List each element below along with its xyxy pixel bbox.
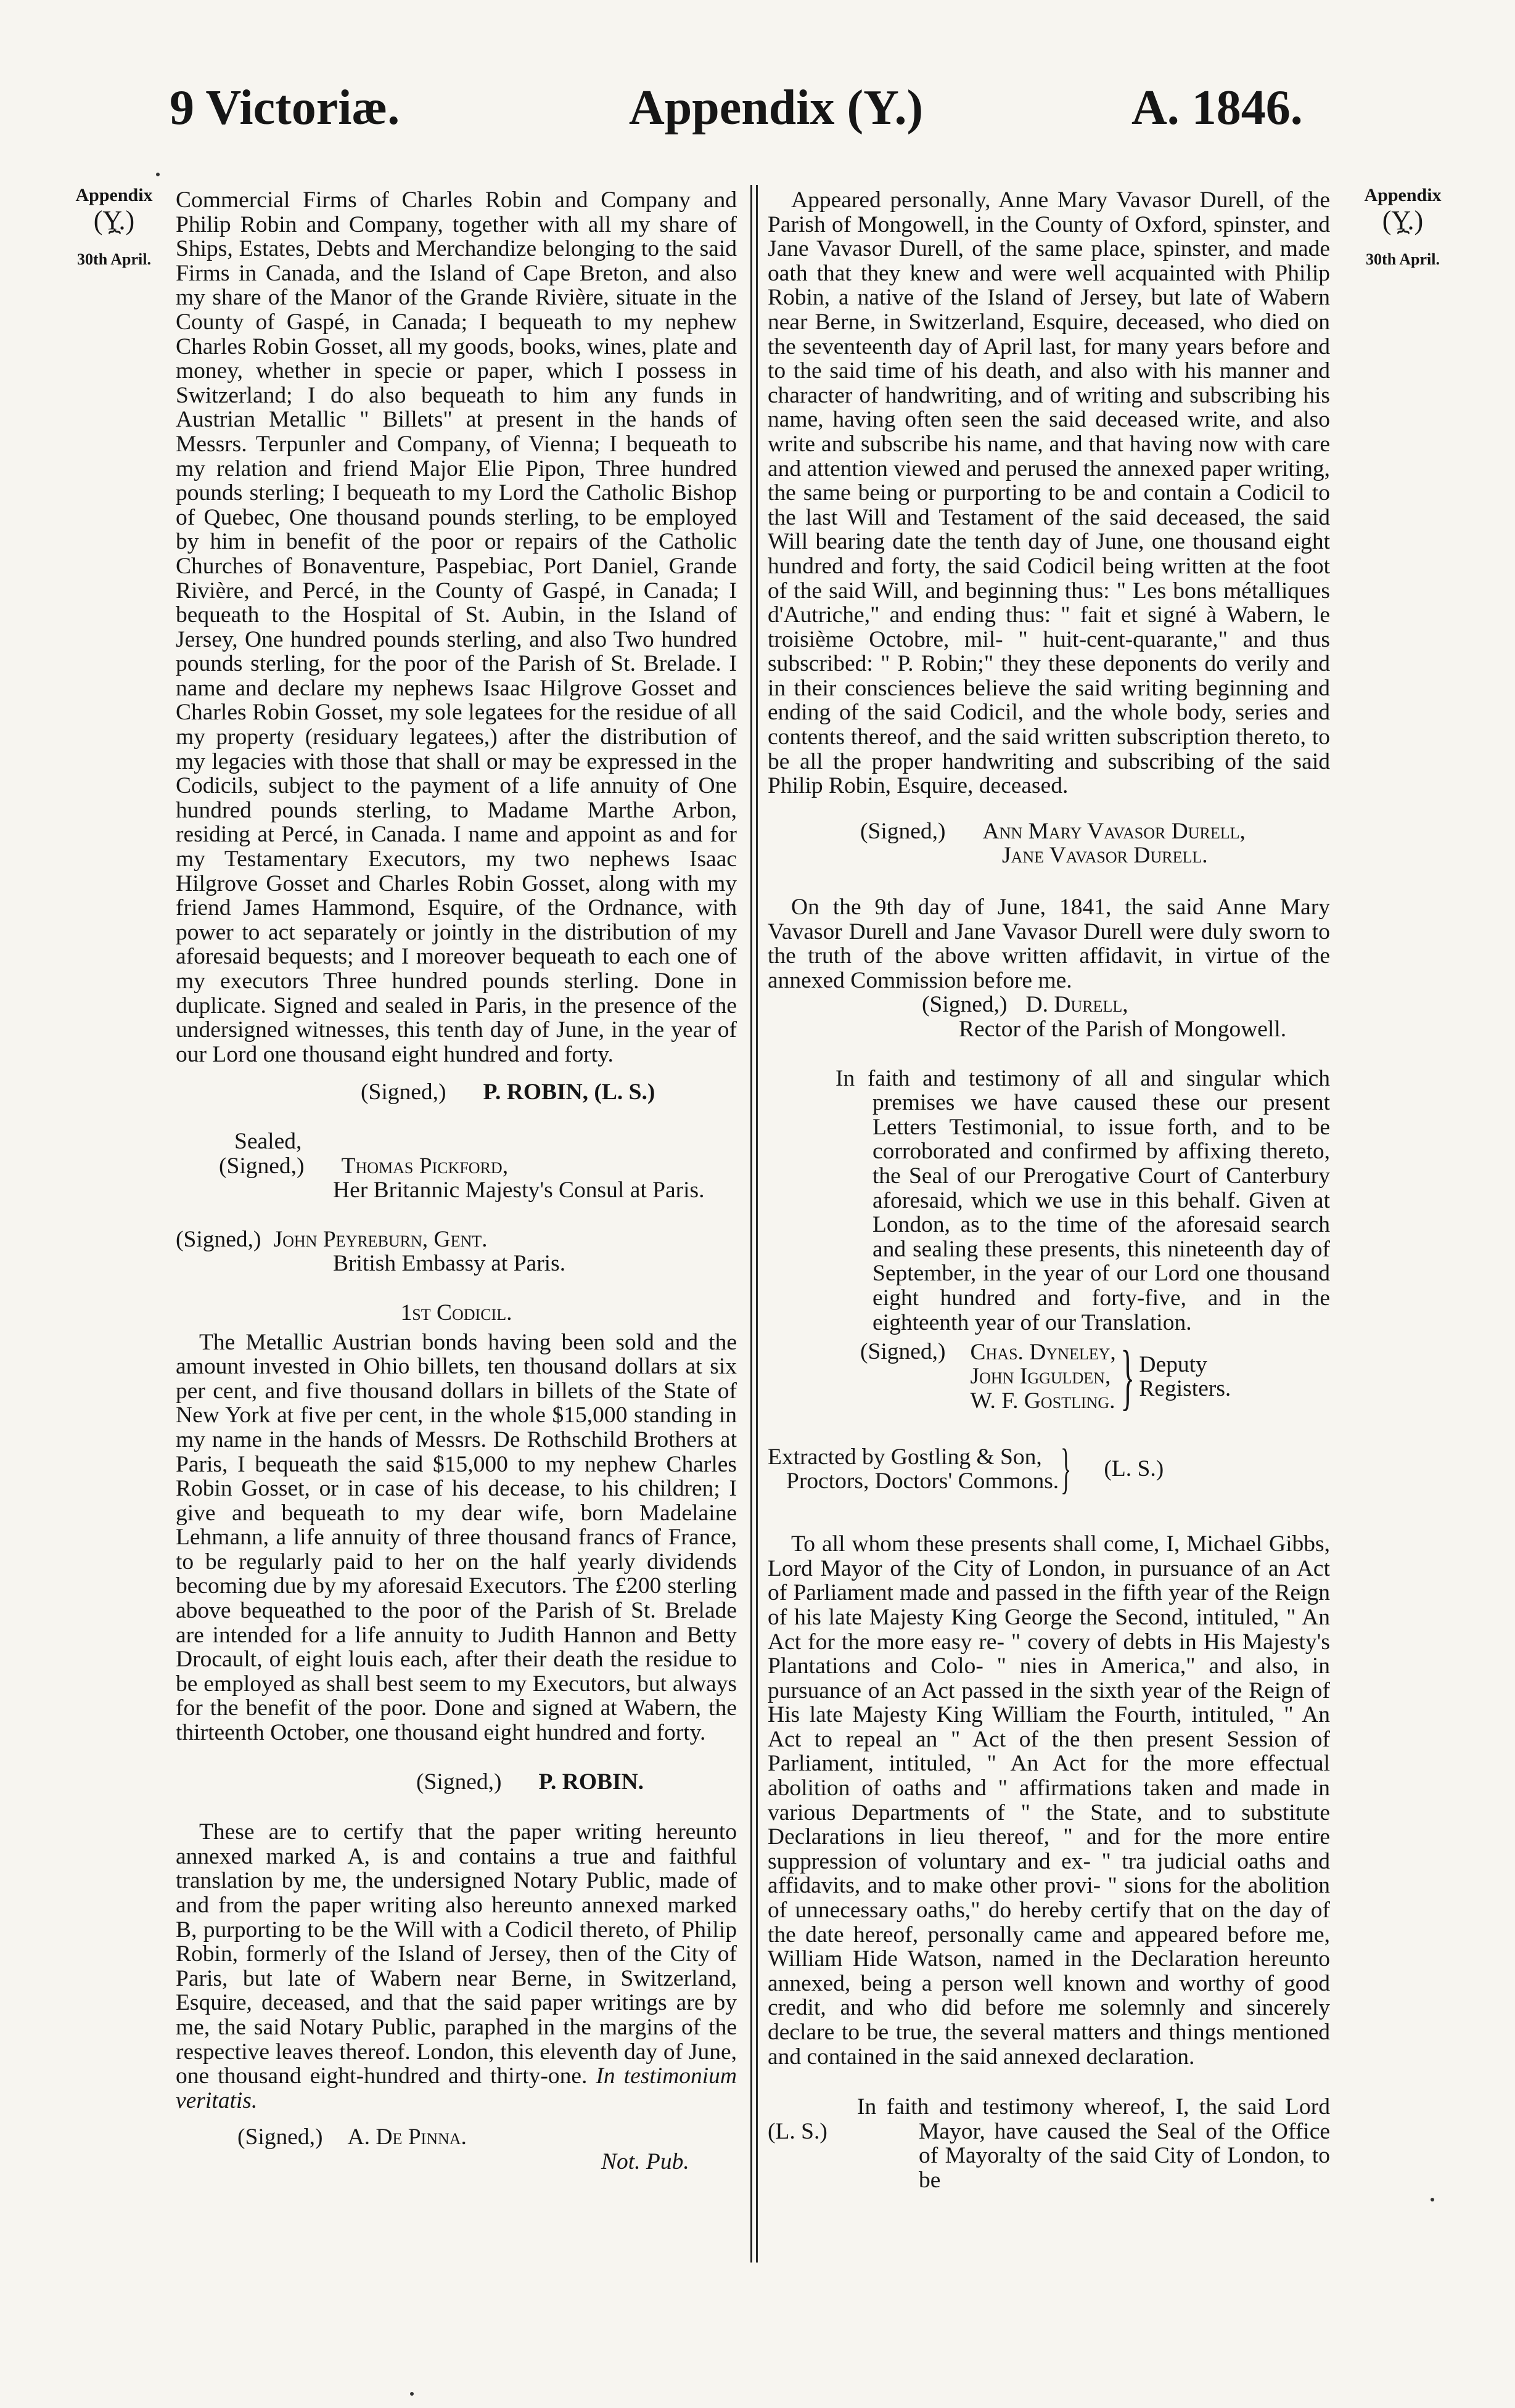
notary-text: These are to certify that the paper writing hereunto annexed marked A, is and contains a true and faithful translation by me, the undersigned Notary Public, made of and from the paper writing also hereunto annexed marked B, purporting to be the Will with a Codicil thereto, of Philip Robin, formerly of the Island of Jersey, then of the City of Paris, but late of Wabern near Berne, in Switzerland, Esquire, deceased, and that the said paper writings are by me, the said Notary Public, paraphed in the margins of the respective leaves thereof. London, this eleventh day of June, one thousand eight-hundred and thirty-one. (176, 1819, 737, 2089)
signed-label: (Signed,) (860, 1339, 946, 1365)
signer-title: Not. Pub. (601, 2148, 689, 2174)
signed-label: (Signed,) (416, 1769, 502, 1795)
ink-speck (156, 173, 160, 176)
final-block (768, 2095, 1330, 2192)
margin-date: 30th April. (1366, 250, 1440, 268)
sealed-label: Sealed, (234, 1128, 302, 1154)
ink-speck (1431, 2198, 1434, 2201)
margin-appendix-letter: (Y.) (1382, 205, 1424, 235)
signer-title: Rector of the Parish of Mongowell. (959, 1017, 1287, 1042)
will-paragraph: Commercial Firms of Charles Robin and Company and Philip Robin and Company, together with all my share of Ships, Estates, Debts and Merchandize belonging to the said Firms in Canada, and the Island of Cape Breton, and also my share of the Manor of the Grande Rivière, situate in the County of Gaspé, in Canada; I bequeath to my nephew Charles Robin Gosset, all my goods, books, wines, plate and money, whether in specie or paper, which I possess in Switzerland; I do also bequeath to him any funds in Austrian Metallic " Billets" at present in the hands of Messrs. Terpunler and Company, of Vienna; I bequeath to my relation and friend Major Elie Pipon, Three hundred pounds sterling; I bequeath to my Lord the Catholic Bishop of Quebec, One thousand pounds sterling, to be employed by him in benefit of the poor or repairs of the Catholic Churches of Bonaventure, Paspebiac, Port Daniel, Grande Rivière, and Percé, in the County of Gaspé, in Canada; I bequeath to the Hospital of St. Aubin, in the Island of Jersey, One hundred pounds sterling, and also Two hundred pounds sterling, for the poor of the Parish of St. Brelade. I name and declare my nephews Isaac Hilgrove Gosset and Charles Robin Gosset, my sole legatees for the residue of all my property (residuary legatees,) after the distribution of my legacies with those that shall or may be expressed in the Codicils, subject to the payment of a life annuity of One hundred pounds sterling, to Madame Marthe Arbon, residing at Percé, in Canada. I name and appoint as and for my Testamentary Executors, my two nephews Isaac Hilgrove Gosset and Charles Robin Gosset, along with my friend James Hammond, Esquire, of the Ordnance, with power to act separately or jointly in the distribution of my aforesaid bequests; and I moreover bequeath to each one of my executors Three hundred pounds sterling. Done in duplicate. Signed and sealed in Paris, in the presence of the undersigned witnesses, this tenth day of June, in the year of our Lord one thousand eight hundred and forty. (176, 187, 737, 1067)
signature-peyreburn (176, 1227, 737, 1252)
signer-name: Thomas Pickford, (341, 1153, 509, 1179)
signer-name: P. ROBIN, (L. S.) (483, 1079, 655, 1105)
extracted-block (768, 1432, 1330, 1506)
affidavit-paragraph: Appeared personally, Anne Mary Vavasor Durell, of the Parish of Mongowell, in the County of Oxford, spinster, and Jane Vavasor Durell, of the same place, spinster, and made oath that they knew and were well acquainted with Philip Robin, a native of the Island of Jersey, but late of Wabern near Berne, in Switzerland, Esquire, deceased, who died on the seventeenth day of April last, for many years before and to the said time of his death, and also with his manner and character of handwriting, and of writing and subscribing his name, having often seen the said deceased write, and also write and subscribe his name, and that having now with care and attention viewed and perused the annexed paper writing, the same being or purporting to be and contain a Codicil to the last Will and Testament of the said deceased, the said Will bearing date the tenth day of June, one thousand eight hundred and forty, the said Codicil being written at the foot of the said Will, and beginning thus: " Les bons métalliques d'Autriche," and ending thus: " fait et signé à Wabern, le troisième Octobre, mil- " huit-cent-quarante," and thus subscribed: " P. Robin;" they these deponents do verily and in their consciences believe the said writing beginning and ending of the said Codicil, and the whole body, series and contents thereof, and the said written subscription thereto, to be all the proper handwriting and subscribing of the said Philip Robin, Esquire, deceased. (768, 187, 1330, 799)
signature-d-durell (768, 993, 1330, 1017)
right-margin-note (1341, 185, 1464, 270)
final-paragraph: In faith and testimony whereof, I, the said Lord Mayor, have caused the Seal of the Office of Mayoralty of the said City of London, to be (857, 2094, 1330, 2193)
register-name: W. F. Gostling. (970, 1388, 1115, 1414)
codicil-heading: 1st Codicil. (400, 1300, 512, 1325)
signer-name: Jane Vavasor Durell. (1002, 843, 1208, 869)
signed-label: (Signed,) (922, 992, 1008, 1018)
signer-name: A. De Pinna. (347, 2124, 467, 2150)
signed-label: (Signed,) (860, 818, 946, 844)
notary-paragraph (176, 1820, 737, 2113)
faith-paragraph: In faith and testimony of all and singular which premises we have caused these our present Letters Testimonial, to issue forth, and to be corroborated and confirmed by affixing thereto, the Seal of our Prerogative Court of Canterbury aforesaid, which we use in this behalf. Given at London, as to the time of the aforesaid search and sealing these presents, this nineteenth day of September, in the year of our Lord one thousand eight hundred and forty-five, and in the eighteenth year of our Translation. (836, 1065, 1330, 1335)
signer-name: D. Durell, (1025, 992, 1128, 1018)
margin-appendix-label: Appendix (1364, 185, 1442, 205)
right-column (768, 188, 1330, 2193)
margin-brace-icon: ⏞ (108, 231, 120, 253)
signature-pickford (176, 1154, 737, 1179)
margin-appendix-letter: (Y.) (93, 205, 135, 235)
signer-title: British Embassy at Paris. (333, 1251, 566, 1277)
register-name: John Iggulden, (970, 1364, 1111, 1390)
sworn-paragraph: On the 9th day of June, 1841, the said Anne Mary Vavasor Durell and Jane Vavasor Durell were duly sworn to the truth of the above written affidavit, in virtue of the annexed Commission before me. (768, 895, 1330, 993)
signer-name: Ann Mary Vavasor Durell, (982, 818, 1246, 844)
year-heading: A. 1846. (1131, 81, 1303, 135)
signature-robin (176, 1080, 737, 1105)
registers-signature (768, 1335, 1330, 1418)
extracted-line: Proctors, Doctors' Commons. (786, 1468, 1059, 1494)
registers-role (1139, 1353, 1231, 1401)
margin-brace-icon: ⏞ (1397, 231, 1409, 253)
signer-name: John Peyreburn, Gent. (273, 1226, 488, 1252)
registers-names (971, 1340, 1116, 1414)
register-role: Deputy (1139, 1351, 1207, 1377)
margin-date: 30th April. (77, 250, 151, 268)
signature-robin-codicil (176, 1770, 737, 1795)
signer-title: Her Britannic Majesty's Consul at Paris. (333, 1177, 705, 1203)
signature-de-pinna (176, 2125, 737, 2150)
column-divider (756, 185, 758, 2263)
notary-latin: In testimonium veritatis. (176, 2063, 737, 2113)
margin-appendix-label: Appendix (75, 185, 153, 205)
page-header (0, 0, 1515, 160)
seal-label: (L. S.) (768, 2119, 827, 2145)
extracted-lines (768, 1445, 1059, 1494)
seal-label: (L. S.) (1104, 1456, 1164, 1482)
ink-speck (410, 2392, 414, 2396)
codicil-paragraph: The Metallic Austrian bonds having been sold and the amount invested in Ohio billets, ten thousand dollars at six per cent, and five thousand dollars in billets of the State of New York at five per cent, in the whole $15,000 standing in my name in the hands of Messrs. De Rothschild Brothers at Paris, I bequeath the said $15,000 to my nephew Charles Robin Gosset, or in case of his decease, to his children; I give and bequeath to my dear wife, born Madelaine Lehmann, a life annuity of three thousand francs of France, to be regularly paid to her on the half yearly dividends becoming due by my aforesaid Executors. The £200 sterling above bequeathed to the poor of the Parish of St. Brelade are intended for a life annuity to Judith Hannon and Betty Drocault, of eight louis each, after their death the residue to be employed as shall best seem to my Executors, but always for the benefit of the poor. Done and signed at Wabern, the thirteenth October, one thousand eight hundred and forty. (176, 1329, 737, 1746)
extracted-line: Extracted by Gostling & Son, (768, 1444, 1042, 1470)
appendix-heading: Appendix (Y.) (629, 81, 924, 135)
brace-icon: } (1061, 1438, 1072, 1500)
brace-icon: } (1120, 1335, 1135, 1418)
left-column (176, 188, 737, 2174)
session-heading: 9 Victoriæ. (170, 81, 400, 135)
signed-label: (Signed,) (219, 1153, 305, 1179)
column-divider (750, 185, 752, 2263)
signature-durell-sisters (768, 819, 1330, 844)
signed-label: (Signed,) (176, 1226, 261, 1252)
signer-name: P. ROBIN. (538, 1769, 644, 1795)
left-margin-note (52, 185, 176, 270)
register-name: Chas. Dyneley, (970, 1339, 1116, 1365)
mayor-paragraph: To all whom these presents shall come, I, Michael Gibbs, Lord Mayor of the City of London, in pursuance of an Act of Parliament made and passed in the fifth year of the Reign of his late Majesty King George the Second, intituled, " An Act for the more easy re- " covery of debts in His Majesty's Plantations and Colo- " nies in America," and also, in pursuance of an Act passed in the sixth year of the Reign of His late Majesty King William the Fourth, intituled, " An Act to repeal an " Act of the then present Session of Parliament, intituled, " An Act for the more effectual abolition of oaths and " affirmations taken and made in various Departments of " the State, and to substitute Declarations in lieu thereof, " and for the more entire suppression of voluntary and ex- " tra judicial oaths and affidavits, and to make other provi- " sions for the abolition of unnecessary oaths," do hereby certify that on the day of the date hereof, personally came and appeared before me, William Hide Watson, named in the Declaration hereunto annexed, being a person well known and worthy of good credit, and who did before me solemnly and sincerely declare to be true, the several matters and things mentioned and contained in the said annexed declaration. (768, 1531, 1330, 2070)
signed-label: (Signed,) (237, 2124, 323, 2150)
register-role: Registers. (1139, 1376, 1231, 1402)
signed-label: (Signed,) (361, 1079, 446, 1105)
